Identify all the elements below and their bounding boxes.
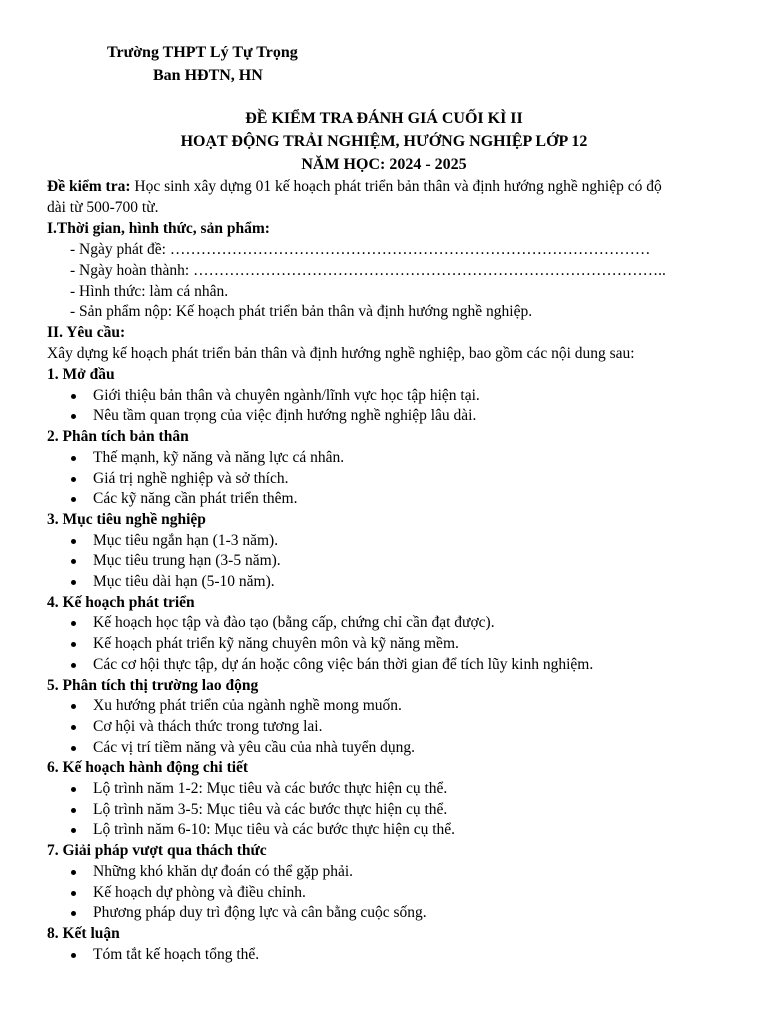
list-item: Lộ trình năm 6-10: Mục tiêu và các bước thực hiện cụ thể. (93, 821, 456, 839)
section-2-intro: Xây dựng kế hoạch phát triển bản thân và định hướng nghề nghiệp, bao gồm các nội dung sau: (47, 345, 635, 362)
bullet-icon (71, 414, 76, 419)
section-2-heading: II. Yêu cầu: (47, 324, 126, 341)
bullet-icon (71, 559, 76, 564)
part-heading: 4. Kế hoạch phát triển (47, 593, 195, 611)
bullet-icon (71, 539, 76, 544)
part-heading: 2. Phân tích bản thân (47, 428, 189, 446)
part-heading: 6. Kế hoạch hành động chi tiết (47, 759, 249, 777)
list-item: Kế hoạch học tập và đào tạo (bằng cấp, chứng chỉ cần đạt được). (93, 614, 495, 632)
department-name: Ban HĐTN, HN (153, 67, 263, 84)
school-year: NĂM HỌC: 2024 - 2025 (301, 156, 467, 173)
list-item: Nêu tầm quan trọng của việc định hướng nghề nghiệp lâu dài. (93, 407, 477, 425)
list-item: Lộ trình năm 1-2: Mục tiêu và các bước thực hiện cụ thể. (93, 780, 448, 797)
task-label: Đề kiểm tra: (47, 178, 131, 195)
part-heading: 3. Mục tiêu nghề nghiệp (47, 510, 206, 528)
bullet-icon (71, 953, 76, 958)
exam-title: ĐỀ KIỂM TRA ĐÁNH GIÁ CUỐI KÌ II (245, 110, 523, 127)
bullet-icon (71, 621, 76, 626)
bullet-icon (71, 891, 76, 896)
bullet-icon (71, 642, 76, 647)
school-name: Trường THPT Lý Tự Trọng (107, 44, 298, 61)
section-1-heading: I.Thời gian, hình thức, sản phẩm: (47, 220, 270, 237)
list-item: Các vị trí tiềm năng và yêu cầu của nhà tuyển dụng. (93, 738, 415, 756)
list-item: Mục tiêu dài hạn (5-10 năm). (93, 573, 275, 590)
format-line: - Hình thức: làm cá nhân. (70, 283, 229, 300)
bullet-icon (71, 704, 76, 709)
list-item: Các cơ hội thực tập, dự án hoặc công việc bán thời gian để tích lũy kinh nghiệm. (93, 655, 594, 673)
part-heading: 5. Phân tích thị trường lao động (47, 676, 259, 694)
bullet-icon (71, 456, 76, 461)
part-heading: 7. Giải pháp vượt qua thách thức (47, 842, 267, 860)
list-item: Kế hoạch phát triển kỹ năng chuyên môn và kỹ năng mềm. (93, 635, 459, 653)
deliverable-line: - Sản phẩm nộp: Kế hoạch phát triển bản thân và định hướng nghề nghiệp. (70, 303, 533, 320)
part-heading: 1. Mở đầu (47, 366, 115, 383)
list-item: Kế hoạch dự phòng và điều chỉnh. (93, 883, 306, 901)
bullet-icon (71, 808, 76, 813)
list-item: Giới thiệu bản thân và chuyên ngành/lĩnh vực học tập hiện tại. (93, 386, 480, 404)
bullet-icon (71, 725, 76, 730)
part-heading: 8. Kết luận (47, 924, 120, 942)
list-item: Những khó khăn dự đoán có thể gặp phải. (93, 862, 354, 880)
bullet-icon (71, 870, 76, 875)
task-line-2: dài từ 500-700 từ. (47, 199, 159, 216)
bullet-icon (71, 828, 76, 833)
list-item: Mục tiêu ngắn hạn (1-3 năm). (93, 531, 279, 549)
bullet-icon (71, 663, 76, 668)
due-date-line: - Ngày hoàn thành: ……………………………………………………………………………….. (70, 262, 666, 279)
list-item: Các kỹ năng cần phát triển thêm. (93, 490, 298, 508)
list-item: Phương pháp duy trì động lực và cân bằng cuộc sống. (93, 904, 427, 922)
bullet-icon (71, 746, 76, 751)
list-item: Cơ hội và thách thức trong tương lai. (93, 717, 323, 735)
list-item: Xu hướng phát triển của ngành nghề mong muốn. (93, 697, 402, 715)
list-item: Lộ trình năm 3-5: Mục tiêu và các bước thực hiện cụ thể. (93, 800, 448, 818)
bullet-icon (71, 477, 76, 482)
task-text: Học sinh xây dựng 01 kế hoạch phát triển bản thân và định hướng nghề nghiệp có độ (130, 178, 662, 195)
bullet-icon (71, 580, 76, 585)
list-item: Thế mạnh, kỹ năng và năng lực cá nhân. (93, 448, 345, 466)
list-item: Tóm tắt kế hoạch tổng thể. (93, 945, 260, 963)
list-item: Giá trị nghề nghiệp và sở thích. (93, 469, 289, 487)
bullet-icon (71, 911, 76, 916)
bullet-icon (71, 394, 76, 399)
bullet-icon (71, 787, 76, 792)
list-item: Mục tiêu trung hạn (3-5 năm). (93, 552, 281, 570)
subject-title: HOẠT ĐỘNG TRẢI NGHIỆM, HƯỚNG NGHIỆP LỚP 12 (180, 133, 588, 150)
bullet-icon (71, 497, 76, 502)
issue-date-line: - Ngày phát đề: ………………………………………………………………………………… (70, 241, 651, 258)
task-line-1 (47, 177, 662, 198)
